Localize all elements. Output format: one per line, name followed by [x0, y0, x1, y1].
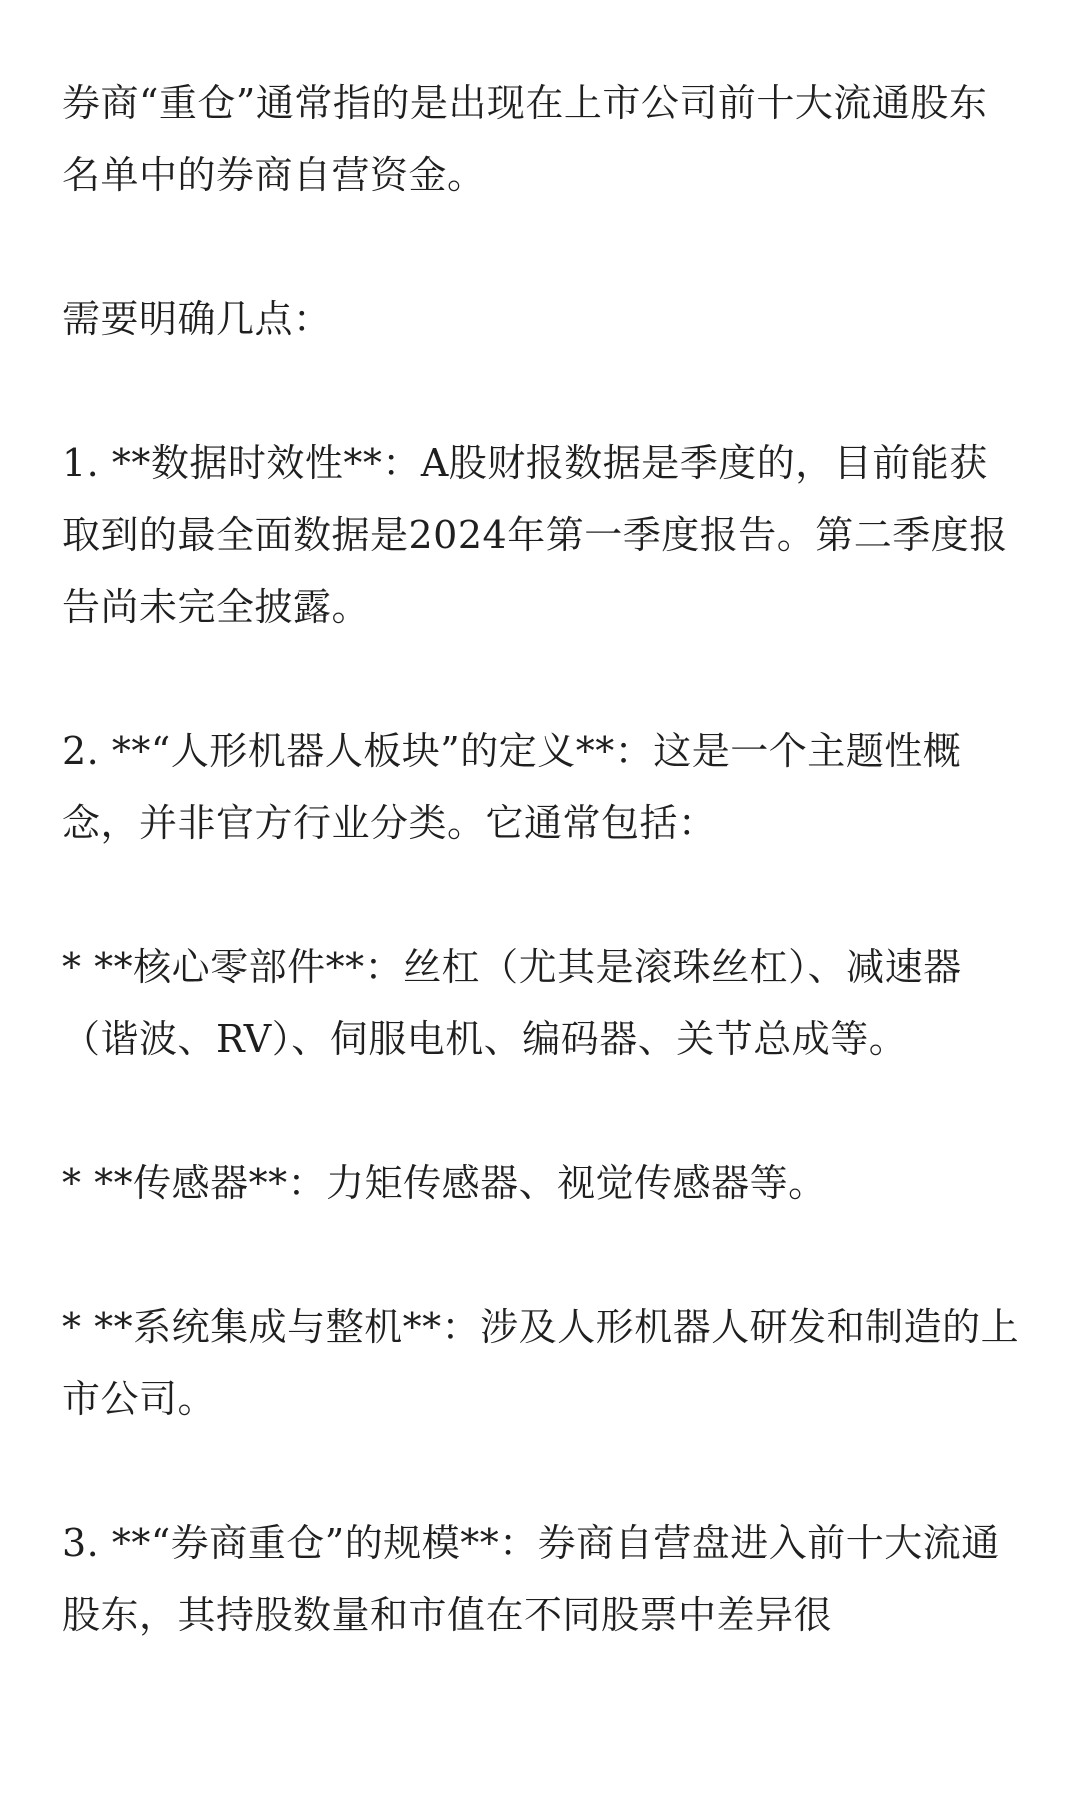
- paragraph-bullet-sensors: * **传感器**：力矩传感器、视觉传感器等。: [62, 1161, 827, 1205]
- paragraph-point-1: 1. **数据时效性**：A股财报数据是季度的，目前能获取到的最全面数据是2024年第一季度报告。第二季度报告尚未完全披露。: [62, 441, 1008, 629]
- paragraph-points-heading: 需要明确几点：: [62, 297, 332, 341]
- paragraph-bullet-integration: * **系统集成与整机**：涉及人形机器人研发和制造的上市公司。: [62, 1305, 1020, 1421]
- paragraph-point-3: 3. **“券商重仓”的规模**：券商自营盘进入前十大流通股东，其持股数量和市值在不同股票中差异很: [62, 1521, 1000, 1637]
- paragraph-intro: 券商“重仓”通常指的是出现在上市公司前十大流通股东名单中的券商自营资金。: [62, 81, 988, 197]
- paragraph-point-2: 2. **“人形机器人板块”的定义**：这是一个主题性概念，并非官方行业分类。它通常包括：: [62, 729, 962, 845]
- paragraph-bullet-core-parts: * **核心零部件**：丝杠（尤其是滚珠丝杠）、减速器（谐波、RV）、伺服电机、编码器、关节总成等。: [62, 945, 962, 1061]
